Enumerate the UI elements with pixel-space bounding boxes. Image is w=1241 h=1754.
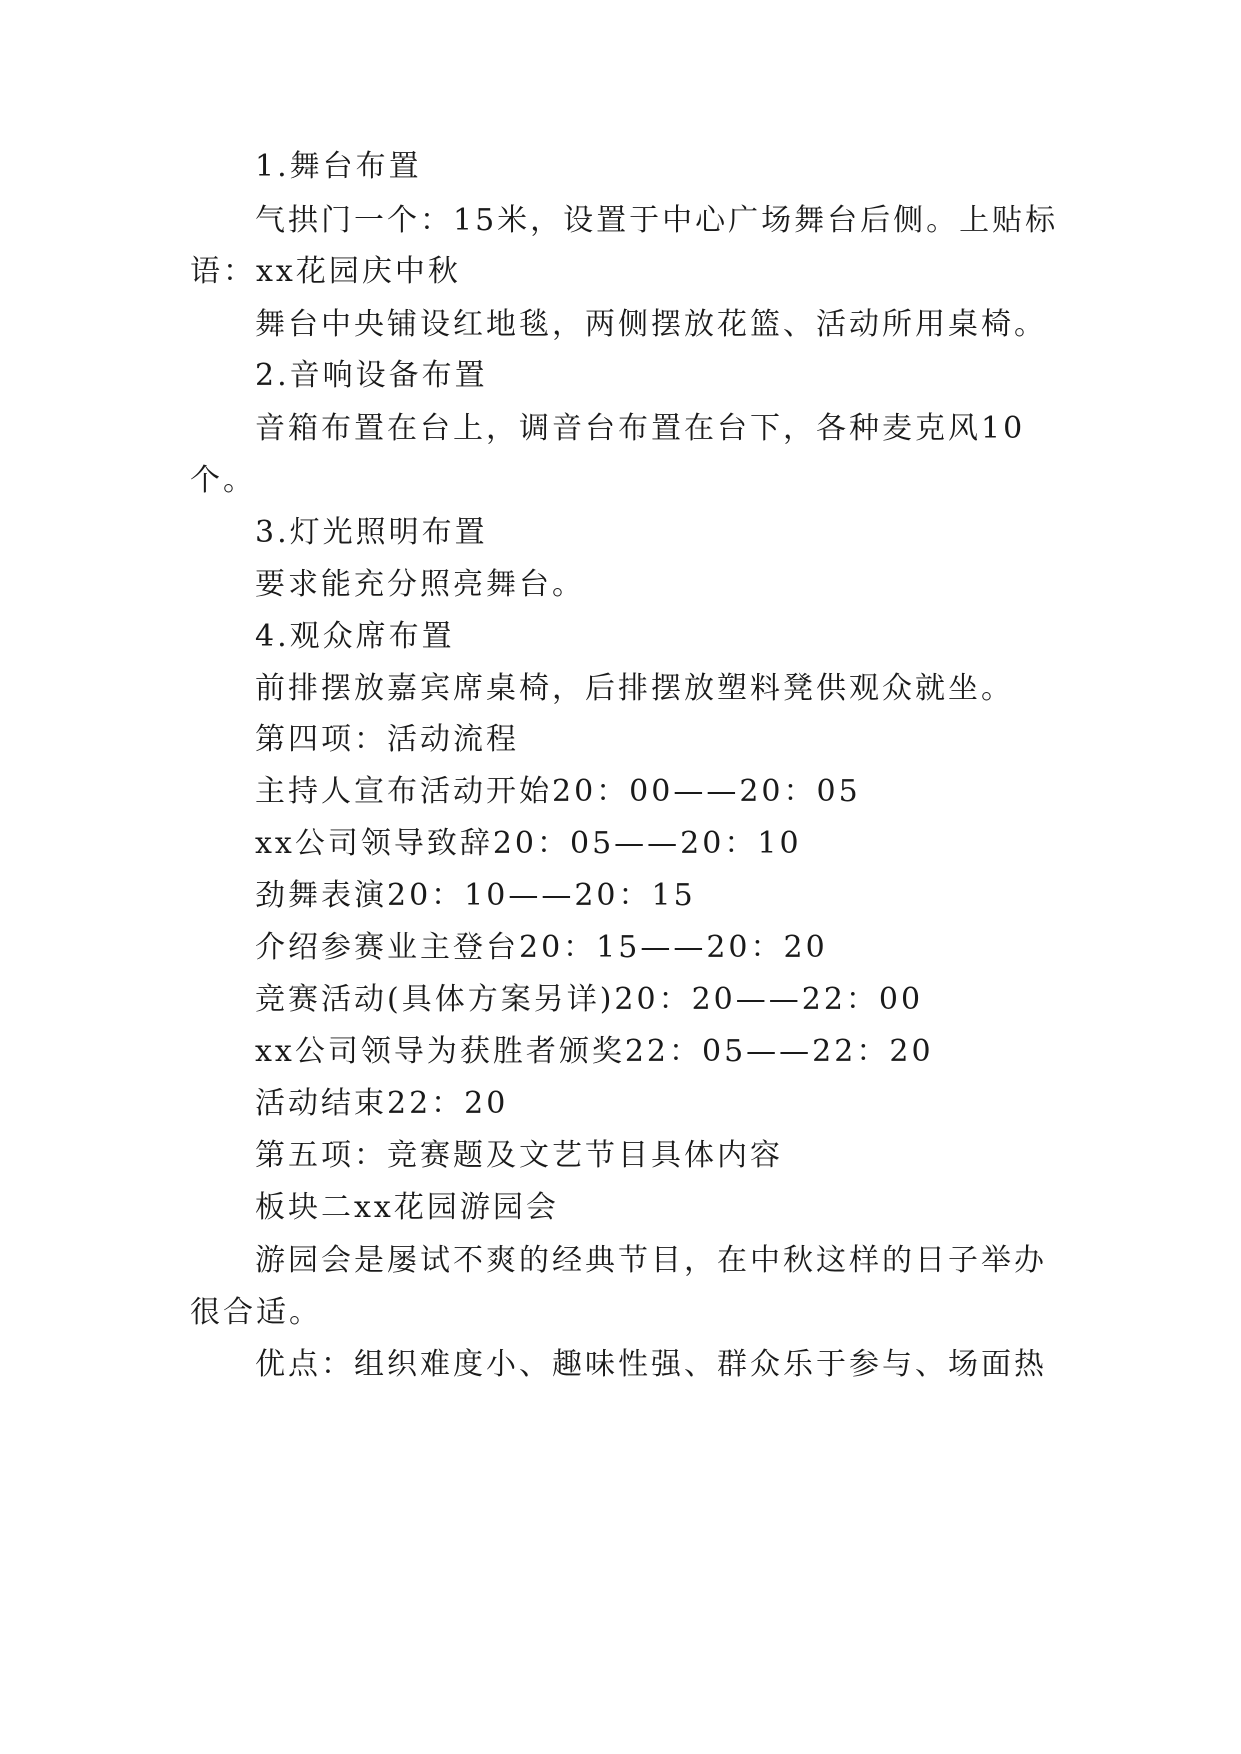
- paragraph-line: 优点：组织难度小、趣味性强、群众乐于参与、场面热: [255, 1347, 1047, 1382]
- paragraph-line: 音箱布置在台上，调音台布置在台下，各种麦克风10: [255, 411, 1026, 446]
- heading-audience-layout: 4.观众席布置: [255, 619, 455, 654]
- schedule-item: xx公司领导为获胜者颁奖22：05——22：20: [255, 1034, 934, 1069]
- paragraph-line: 很合适。: [190, 1295, 322, 1330]
- schedule-item: 竞赛活动(具体方案另详)20：20——22：00: [255, 982, 924, 1017]
- section-heading-4: 第四项：活动流程: [255, 722, 519, 757]
- paragraph-line: 前排摆放嘉宾席桌椅，后排摆放塑料凳供观众就坐。: [255, 671, 1014, 706]
- schedule-item: 介绍参赛业主登台20：15——20：20: [255, 930, 828, 965]
- section-heading-5: 第五项：竞赛题及文艺节目具体内容: [255, 1138, 783, 1173]
- schedule-item: 主持人宣布活动开始20：00——20：05: [255, 774, 861, 809]
- heading-stage-layout: 1.舞台布置: [255, 149, 422, 184]
- schedule-item: xx公司领导致辞20：05——20：10: [255, 826, 802, 861]
- block-heading-2: 板块二xx花园游园会: [255, 1190, 559, 1225]
- paragraph-line: 个。: [190, 463, 256, 498]
- heading-lighting-layout: 3.灯光照明布置: [255, 515, 488, 550]
- paragraph-line: 气拱门一个：15米，设置于中心广场舞台后侧。上贴标: [255, 203, 1059, 238]
- schedule-item: 活动结束22：20: [255, 1086, 509, 1121]
- paragraph-line: 游园会是屡试不爽的经典节目，在中秋这样的日子举办: [255, 1243, 1047, 1278]
- heading-audio-layout: 2.音响设备布置: [255, 358, 488, 393]
- paragraph-line: 要求能充分照亮舞台。: [255, 567, 585, 602]
- paragraph-line: 舞台中央铺设红地毯，两侧摆放花篮、活动所用桌椅。: [255, 307, 1047, 342]
- paragraph-line: 语：xx花园庆中秋: [190, 254, 461, 289]
- schedule-item: 劲舞表演20：10——20：15: [255, 878, 696, 913]
